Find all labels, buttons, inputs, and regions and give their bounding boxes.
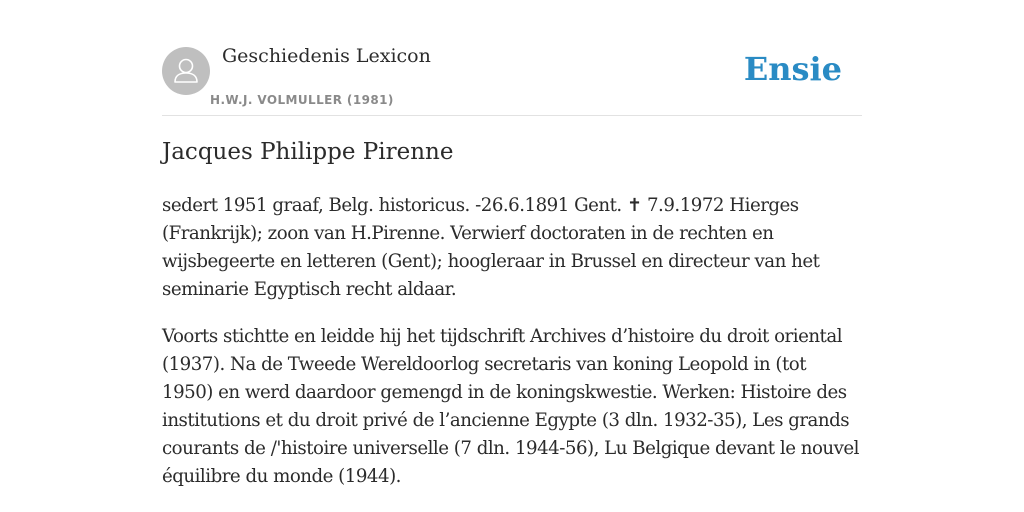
source-title[interactable]: Geschiedenis Lexicon — [222, 45, 431, 67]
entry-title: Jacques Philippe Pirenne — [162, 139, 454, 165]
user-outline-icon — [162, 47, 210, 95]
author-name[interactable]: H.W.J. VOLMULLER (1981) — [210, 93, 394, 107]
author-avatar[interactable] — [162, 47, 210, 95]
header-divider — [162, 115, 862, 116]
entry-paragraph: Voorts stichtte en leidde hij het tijdschrift Archives d’histoire du droit oriental (1937). Na de Tweede Wereldoorlog secretaris van koning Leopold in (tot 1950) en werd daardoor gemengd in de koningskwestie. Werken: Histoire des institutions et du droit privé de l’ancienne Egypte (3 dln. 1932-35), Les grands courants de /'histoire universelle (7 dln. 1944-56), Lu Belgique devant le nouvel équilibre du monde (1944). — [162, 326, 859, 487]
ensie-logo[interactable]: Ensie — [743, 50, 842, 88]
page — [162, 0, 862, 512]
entry-paragraph: sedert 1951 graaf, Belg. historicus. -26.6.1891 Gent. ✝ 7.9.1972 Hierges (Frankrijk); zoon van H.Pirenne. Verwierf doctoraten in de rechten en wijsbegeerte en letteren (Gent); hoogleraar in Brussel en directeur van het seminarie Egyptisch recht aldaar. — [162, 195, 820, 300]
